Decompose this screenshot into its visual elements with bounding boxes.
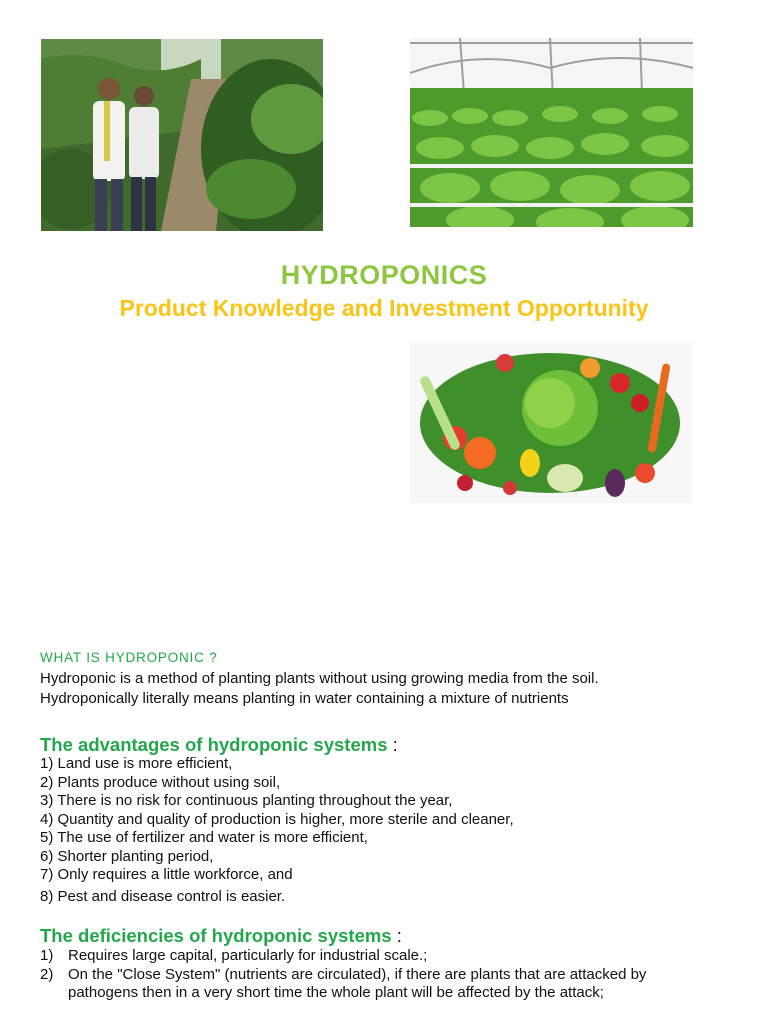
deficiencies-heading-colon: : <box>391 925 402 946</box>
page-subtitle: Product Knowledge and Investment Opportunity <box>119 295 649 321</box>
list-item-number: 2) <box>40 965 54 983</box>
list-item: 7) Only requires a little workforce, and <box>40 866 293 883</box>
advantages-heading-colon: : <box>387 734 398 755</box>
deficiencies-list <box>40 947 690 1003</box>
list-item: 4) Quantity and quality of production is higher, more sterile and cleaner, <box>40 810 514 828</box>
list-item-text: Requires large capital, particularly for industrial scale.; <box>68 947 428 964</box>
list-item <box>40 966 690 1003</box>
page-title: HYDROPONICS <box>280 260 488 290</box>
farmers-photo <box>41 39 323 231</box>
deficiencies-heading <box>40 925 402 947</box>
deficiencies-heading-text: The deficiencies of hydroponic systems <box>40 925 392 946</box>
intro-line-2: Hydroponically literally means planting in water containing a mixture of nutrients <box>40 690 569 707</box>
list-item-number: 1) <box>40 947 54 964</box>
what-is-heading: WHAT IS HYDROPONIC ? <box>40 650 218 665</box>
intro-line-1: Hydroponic is a method of planting plants without using growing media from the soil. <box>40 670 599 687</box>
list-item: 1) Land use is more efficient, <box>40 755 233 772</box>
list-item <box>40 947 690 966</box>
list-item-text: On the "Close System" (nutrients are circulated), if there are plants that are attacked by pathogens then in a very short time the whole plant will be affected by the attack; <box>68 965 647 1001</box>
list-item: 6) Shorter planting period, <box>40 847 214 865</box>
list-item: 2) Plants produce without using soil, <box>40 773 281 791</box>
advantages-heading-text: The advantages of hydroponic systems <box>40 734 388 755</box>
greenhouse-photo <box>410 38 693 227</box>
vegetables-photo <box>410 343 692 503</box>
list-item: 8) Pest and disease control is easier. <box>40 887 286 905</box>
list-item: 3) There is no risk for continuous planting throughout the year, <box>40 792 453 809</box>
list-item: 5) The use of fertilizer and water is more efficient, <box>40 829 368 846</box>
advantages-list <box>40 755 514 906</box>
advantages-heading <box>40 734 398 756</box>
